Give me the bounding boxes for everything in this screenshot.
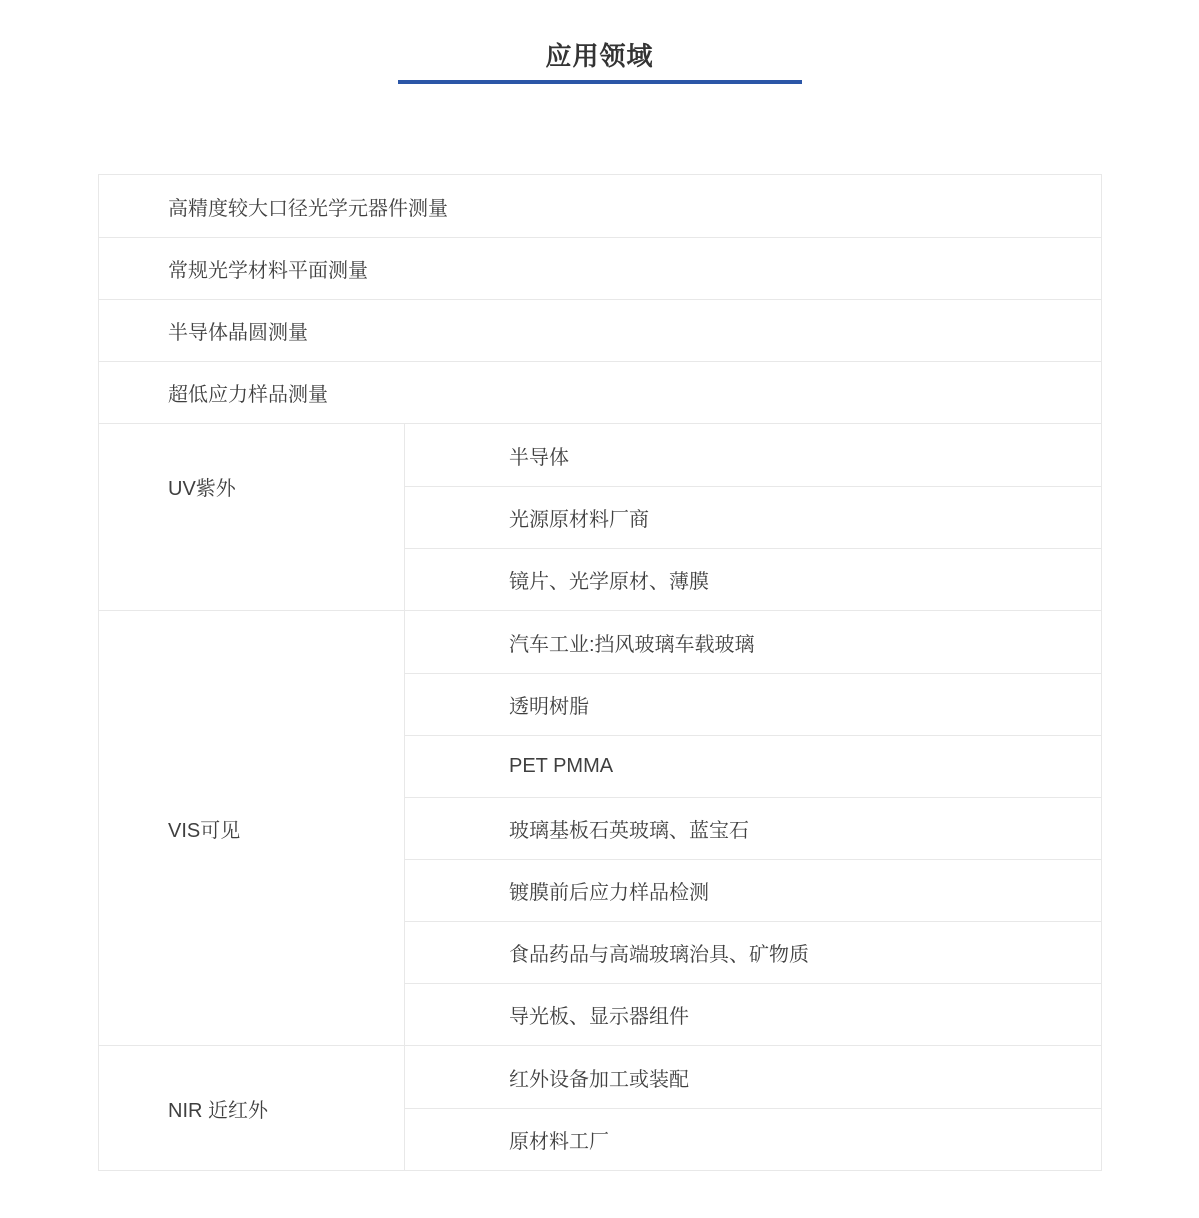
- table-row: [405, 548, 1101, 610]
- table-row-label: 镀膜前后应力样品检测: [509, 882, 709, 904]
- table-row: [405, 735, 1101, 797]
- table-row: [405, 611, 1101, 673]
- table-row: [405, 486, 1101, 548]
- table-row-label: 超低应力样品测量: [168, 384, 328, 406]
- table-row: [405, 1046, 1101, 1108]
- table-row-label: 常规光学材料平面测量: [168, 260, 368, 282]
- table-row: [405, 983, 1101, 1045]
- table-row: [99, 361, 1101, 423]
- table-group-nir: [99, 1045, 1101, 1170]
- table-row-label: 玻璃基板石英玻璃、蓝宝石: [509, 820, 749, 842]
- table-row: [405, 673, 1101, 735]
- page-title: 应用领域: [545, 41, 654, 71]
- table-row-label: 导光板、显示器组件: [509, 1006, 689, 1028]
- group-items: [405, 611, 1101, 1045]
- table-row: [99, 237, 1101, 299]
- table-row-label: 半导体: [509, 446, 569, 469]
- table-row-label: 原材料工厂: [509, 1131, 609, 1153]
- title-underline: [398, 80, 802, 84]
- group-items: [405, 1046, 1101, 1170]
- table-row: [405, 424, 1101, 486]
- group-label-cell: [99, 611, 405, 1045]
- section-header: [0, 0, 1199, 84]
- table-row-label: 半导体晶圆测量: [168, 322, 308, 344]
- table-group-uv: [99, 423, 1101, 610]
- table-row-label: 高精度较大口径光学元器件测量: [168, 197, 448, 220]
- table-row-label: PET PMMA: [509, 755, 614, 777]
- table-row-label: 红外设备加工或装配: [509, 1068, 689, 1091]
- group-label: VIS可见: [168, 819, 241, 842]
- table-group-vis: [99, 610, 1101, 1045]
- group-items: [405, 424, 1101, 610]
- table-row: [99, 299, 1101, 361]
- table-row-label: 镜片、光学原材、薄膜: [509, 571, 709, 593]
- table-row-label: 光源原材料厂商: [509, 509, 649, 531]
- table-row: [405, 1108, 1101, 1170]
- table-row-label: 食品药品与高端玻璃治具、矿物质: [509, 944, 809, 966]
- table-row: [99, 175, 1101, 237]
- table-row-label: 透明树脂: [509, 696, 589, 718]
- application-table: [98, 174, 1102, 1171]
- table-row: [405, 797, 1101, 859]
- table-row: [405, 921, 1101, 983]
- group-label: UV紫外: [168, 477, 236, 500]
- table-row: [405, 859, 1101, 921]
- table-row-label: 汽车工业:挡风玻璃车载玻璃: [509, 633, 755, 656]
- group-label: NIR 近红外: [168, 1099, 268, 1122]
- group-label-cell: [99, 1046, 405, 1170]
- group-label-cell: [99, 424, 405, 610]
